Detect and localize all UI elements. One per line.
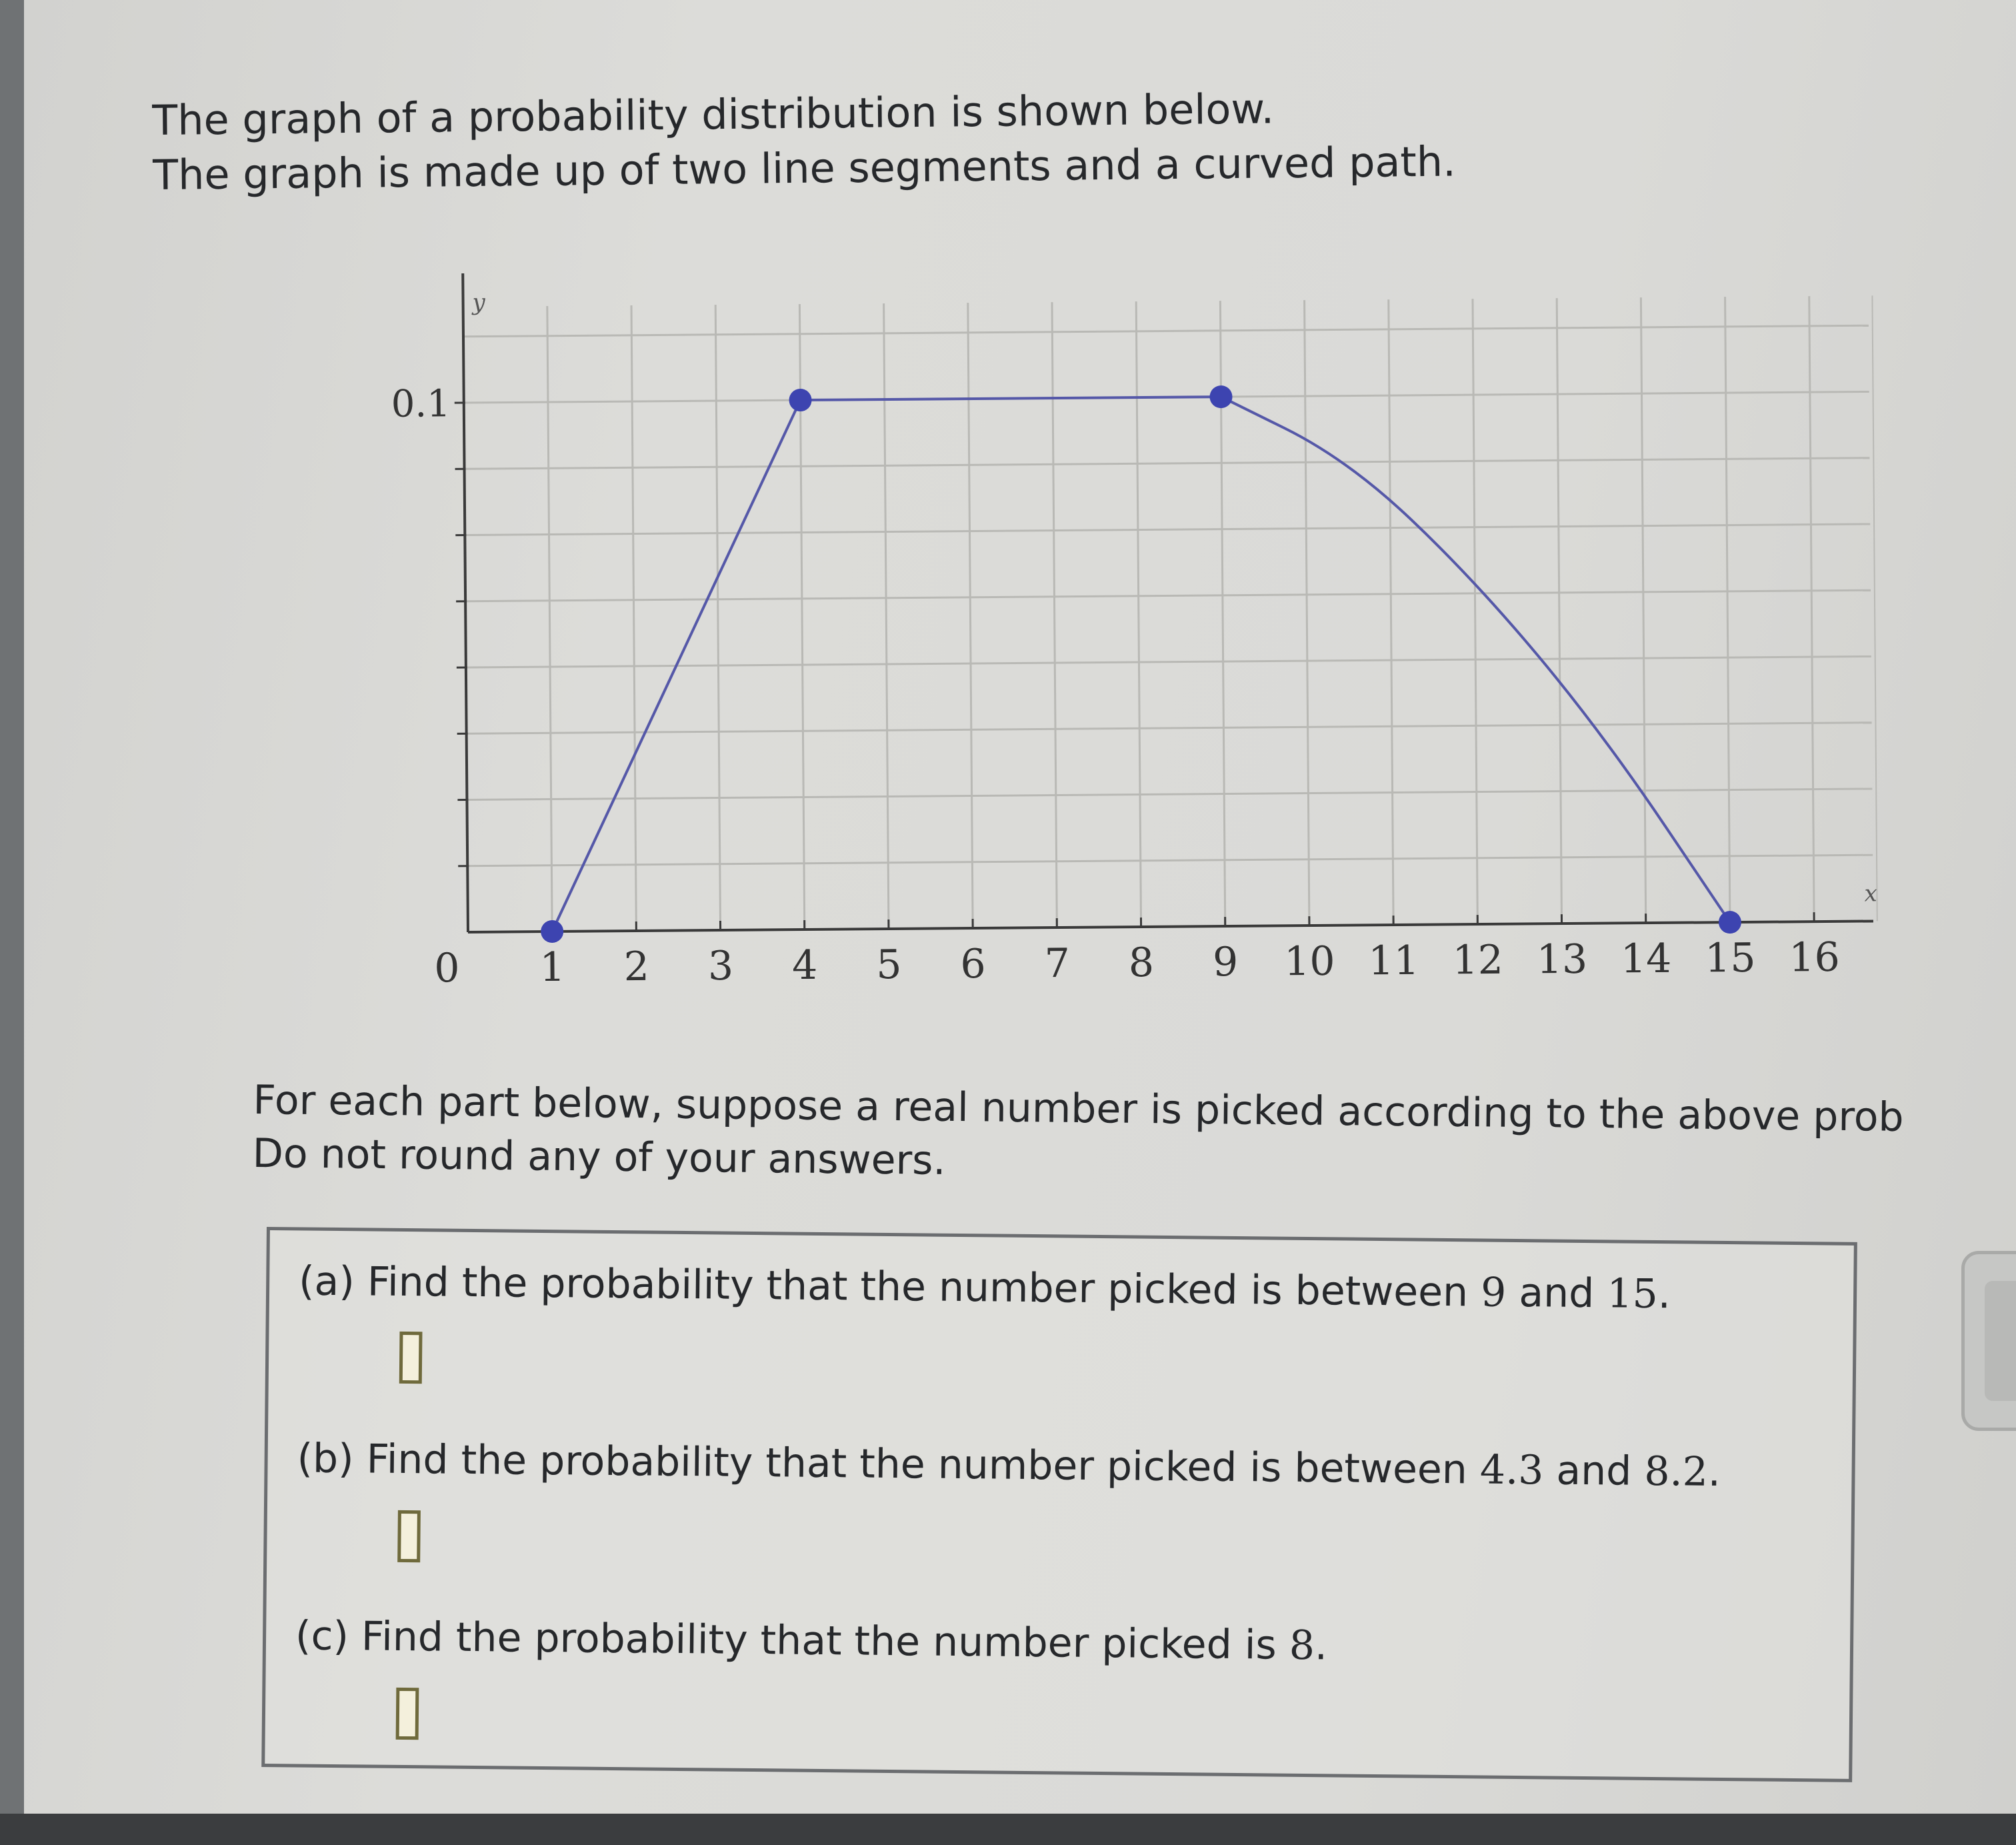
graph-container (24, 0, 2016, 1067)
y-axis (463, 273, 468, 932)
x-axis-label: x (1864, 880, 1877, 907)
question-a-end: . (1657, 1271, 1671, 1318)
grid-line-vertical (1473, 299, 1477, 924)
grid-line-vertical (1725, 297, 1730, 922)
x-axis (468, 921, 1873, 932)
question-c-num1: 8 (1289, 1622, 1315, 1670)
question-a-num1: 9 (1480, 1269, 1507, 1316)
x-tick-label: 7 (1044, 940, 1071, 988)
grid-line-vertical (1052, 302, 1057, 928)
question-b-mid: and (1543, 1447, 1645, 1495)
instructions-line-1: For each part below, suppose a real number is picked according to the above prob (253, 1076, 1904, 1141)
question-b-num1: 4.3 (1479, 1446, 1544, 1494)
question-a (299, 1257, 1671, 1318)
grid-line-vertical (1389, 299, 1393, 925)
graph-point (789, 389, 811, 411)
grid-line-vertical (968, 303, 973, 928)
grid-line-vertical (1557, 298, 1561, 924)
question-a-label: (a) (298, 1258, 355, 1306)
x-tick-label: 9 (1212, 938, 1239, 986)
x-tick-label: 0 (434, 945, 460, 992)
graph-point (1719, 911, 1741, 934)
grid-line-vertical (884, 303, 889, 929)
grid-line-vertical (1872, 295, 1877, 921)
x-tick-label: 14 (1620, 935, 1672, 983)
x-tick-label: 13 (1536, 936, 1588, 984)
graph-group (390, 262, 1878, 992)
question-b-num2: 8.2 (1644, 1448, 1709, 1496)
x-tick-label: 12 (1452, 936, 1504, 984)
x-tick-label: 2 (623, 943, 650, 991)
questions-box (261, 1227, 1857, 1782)
probability-distribution-graph (24, 0, 2016, 1067)
instructions-line-2: Do not round any of your answers. (252, 1130, 946, 1184)
graph-line-segment (801, 397, 1221, 400)
graph-point (1209, 385, 1232, 408)
question-c-text: Find the probability that the number picked is (361, 1613, 1290, 1669)
grid-line-horizontal (467, 855, 1873, 866)
side-panel-inner (1985, 1281, 2016, 1401)
x-tick-label: 16 (1789, 934, 1841, 982)
side-panel-button[interactable] (1961, 1251, 2016, 1431)
question-c-label: (c) (295, 1612, 349, 1660)
x-tick-label: 11 (1368, 937, 1420, 985)
graph-point (541, 920, 563, 943)
grid-line-horizontal (463, 325, 1869, 337)
x-tick-label: 3 (707, 942, 734, 990)
question-b (297, 1434, 1721, 1496)
grid-line-vertical (1305, 300, 1309, 926)
x-tick-label: 8 (1128, 939, 1155, 987)
grid-line-horizontal (465, 458, 1870, 469)
grid-line-horizontal (465, 590, 1871, 601)
x-tick-label: 1 (539, 944, 565, 992)
answer-input-c[interactable] (396, 1688, 419, 1740)
grid-line-horizontal (465, 524, 1870, 535)
bottom-bar (0, 1814, 2016, 1845)
grid-line-vertical (547, 306, 552, 932)
grid-line-vertical (1136, 301, 1141, 927)
intro-line-2: The graph is made up of two line segments and a curved path. (152, 137, 1457, 199)
y-axis-label: y (472, 289, 485, 316)
question-c (295, 1612, 1328, 1670)
question-a-num2: 15 (1607, 1270, 1659, 1318)
intro-line-1: The graph of a probability distribution is shown below. (152, 84, 1275, 145)
x-tick-label: 6 (960, 940, 986, 988)
x-tick-label: 5 (876, 941, 902, 989)
grid-line-horizontal (467, 723, 1872, 734)
screen (24, 0, 2016, 1814)
y-tick-label: 0.1 (391, 382, 451, 426)
answer-input-b[interactable] (397, 1510, 421, 1562)
question-b-label: (b) (297, 1435, 354, 1483)
question-b-text: Find the probability that the number picked is between (366, 1436, 1481, 1494)
question-a-mid: and (1506, 1269, 1607, 1318)
x-tick-label: 15 (1704, 934, 1756, 982)
x-tick-label: 4 (791, 942, 818, 990)
grid-line-horizontal (467, 789, 1872, 800)
x-tick-label: 10 (1283, 938, 1335, 986)
grid-line-vertical (1641, 297, 1645, 923)
grid-line-vertical (715, 305, 720, 930)
grid-line-vertical (631, 305, 636, 931)
answer-input-a[interactable] (399, 1332, 423, 1384)
question-a-text: Find the probability that the number picked is between (367, 1258, 1481, 1316)
instructions (252, 1074, 1904, 1198)
question-b-end: . (1707, 1448, 1721, 1496)
grid-line-vertical (1809, 296, 1814, 921)
question-c-end: . (1314, 1622, 1328, 1670)
